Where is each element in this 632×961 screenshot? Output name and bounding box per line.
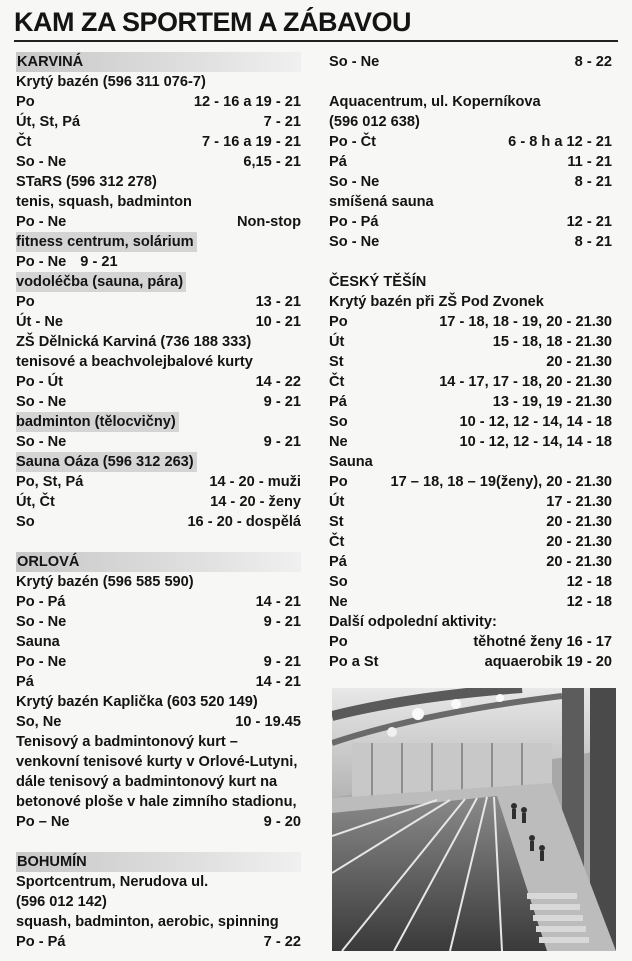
hours-value: 10 - 12, 12 - 14, 14 - 18 xyxy=(459,414,612,430)
hours-value: 6,15 - 21 xyxy=(243,154,301,170)
schedule-row xyxy=(329,392,612,412)
venue-title: vodoléčba (sauna, pára) xyxy=(16,272,186,292)
venue-title: Aquacentrum, ul. Koperníkova xyxy=(329,94,541,110)
schedule-row xyxy=(16,812,301,832)
schedule-row xyxy=(16,212,301,232)
schedule-row xyxy=(16,92,301,112)
indoor-pool-photo xyxy=(332,688,616,951)
venue-title: Sauna Oáza (596 312 263) xyxy=(16,452,197,472)
hours-value: 20 - 21.30 xyxy=(546,554,612,570)
day-label: Po xyxy=(16,94,35,110)
schedule-row xyxy=(329,372,612,392)
day-label: So - Ne xyxy=(16,154,67,170)
schedule-row xyxy=(16,612,301,632)
hours-value: 13 - 21 xyxy=(255,294,301,310)
left-column xyxy=(16,52,301,952)
day-label: Ne xyxy=(329,434,348,450)
schedule-row xyxy=(329,132,612,152)
day-label: Po, St, Pá xyxy=(16,474,84,490)
day-label: So - Ne xyxy=(329,54,380,70)
pool-photo-icon xyxy=(332,688,616,951)
day-label: Po - Ne xyxy=(16,654,67,670)
schedule-row xyxy=(16,132,301,152)
section-heading-bohumin: BOHUMÍN xyxy=(16,852,301,872)
hours-value: Non-stop xyxy=(236,214,301,230)
section-heading-karvina: KARVINÁ xyxy=(16,52,301,72)
venue-title: smíšená sauna xyxy=(329,194,434,210)
right-column xyxy=(329,52,612,672)
hours-value: 12 - 21 xyxy=(566,214,612,230)
hours-value: 9 - 21 xyxy=(263,614,301,630)
hours-value: 9 - 20 xyxy=(263,814,301,830)
venue-title: ZŠ Dělnická Karviná (736 188 333) tenisové a beachvolejbalové kurty xyxy=(16,334,253,370)
schedule-row xyxy=(16,252,301,272)
schedule-row xyxy=(329,512,612,532)
day-label: Čt xyxy=(329,534,345,550)
schedule-row xyxy=(16,712,301,732)
schedule-row xyxy=(329,332,612,352)
day-label: Ne xyxy=(329,594,348,610)
day-label: Po - Pá xyxy=(329,214,379,230)
hours-value: 11 - 21 xyxy=(567,154,612,170)
schedule-row xyxy=(16,372,301,392)
day-label: So - Ne xyxy=(329,234,380,250)
schedule-row xyxy=(329,212,612,232)
venue-title: Sauna xyxy=(16,634,60,650)
day-label: Út, St, Pá xyxy=(16,114,81,130)
hours-value: 14 - 22 xyxy=(255,374,301,390)
day-label: Po - Čt xyxy=(329,134,377,150)
day-label: Po - Út xyxy=(16,374,64,390)
day-label: Pá xyxy=(329,154,347,170)
hours-value: 12 - 18 xyxy=(566,574,612,590)
hours-value: 7 - 22 xyxy=(263,934,301,950)
schedule-row xyxy=(16,472,301,492)
hours-value: 17 – 18, 18 – 19(ženy), 20 - 21.30 xyxy=(390,474,612,490)
day-label: Út xyxy=(329,494,345,510)
hours-value: 14 - 20 - ženy xyxy=(210,494,301,510)
hours-value: 12 - 18 xyxy=(566,594,612,610)
schedule-row xyxy=(329,652,612,672)
hours-value: 20 - 21.30 xyxy=(546,514,612,530)
page-title: KAM ZA SPORTEM A ZÁBAVOU xyxy=(14,7,411,37)
hours-value: 14 - 20 - muži xyxy=(209,474,301,490)
venue-title: Krytý bazén (596 311 076-7) xyxy=(16,74,206,90)
day-label: Po xyxy=(16,294,35,310)
hours-value: 10 - 21 xyxy=(255,314,301,330)
venue-title: fitness centrum, solárium xyxy=(16,232,197,252)
day-label: So xyxy=(329,414,348,430)
day-label: So - Ne xyxy=(16,394,67,410)
hours-value: 9 - 21 xyxy=(80,254,118,270)
day-label: Po xyxy=(329,314,348,330)
schedule-row xyxy=(16,932,301,952)
day-label: Po a St xyxy=(329,654,379,670)
hours-value: 17 - 21.30 xyxy=(546,494,612,510)
schedule-row xyxy=(329,532,612,552)
venue-title: Další odpolední aktivity: xyxy=(329,614,497,630)
day-label: St xyxy=(329,514,344,530)
hours-value: 14 - 17, 17 - 18, 20 - 21.30 xyxy=(439,374,612,390)
schedule-row xyxy=(329,492,612,512)
day-label: Út - Ne xyxy=(16,314,64,330)
venue-phone: (596 012 638) xyxy=(329,114,420,130)
venue-title: Krytý bazén při ZŠ Pod Zvonek xyxy=(329,294,544,310)
hours-value: 8 - 21 xyxy=(574,174,612,190)
schedule-row xyxy=(329,432,612,452)
hours-value: 10 - 19.45 xyxy=(235,714,301,730)
schedule-row xyxy=(329,472,612,492)
schedule-row xyxy=(329,52,612,72)
venue-description: Tenisový a badmintonový kurt – venkovní tenisové kurty v Orlové-Lutyni, dále tenisový a badmintonový kurt na betonové ploše v hale zimního stadionu, xyxy=(16,734,298,810)
day-label: So - Ne xyxy=(16,614,67,630)
masthead xyxy=(14,6,618,42)
hours-value: 6 - 8 h a 12 - 21 xyxy=(508,134,612,150)
schedule-row xyxy=(16,492,301,512)
day-label: Po xyxy=(329,634,348,650)
hours-value: 8 - 21 xyxy=(574,234,612,250)
day-label: St xyxy=(329,354,344,370)
day-label: So - Ne xyxy=(329,174,380,190)
hours-value: aquaerobik 19 - 20 xyxy=(484,654,612,670)
day-label: Čt xyxy=(16,134,32,150)
schedule-row xyxy=(16,512,301,532)
schedule-row xyxy=(329,152,612,172)
venue-title: STaRS (596 312 278) xyxy=(16,174,157,190)
schedule-row xyxy=(16,312,301,332)
hours-value: 10 - 12, 12 - 14, 14 - 18 xyxy=(459,434,612,450)
hours-value: 8 - 22 xyxy=(574,54,612,70)
schedule-row xyxy=(16,392,301,412)
schedule-row xyxy=(16,112,301,132)
hours-value: 12 - 16 a 19 - 21 xyxy=(193,94,301,110)
hours-value: 14 - 21 xyxy=(255,674,301,690)
venue-phone: (596 012 142) xyxy=(16,894,107,910)
schedule-row xyxy=(329,552,612,572)
venue-title: Sauna xyxy=(329,454,373,470)
schedule-row xyxy=(16,152,301,172)
day-label: Po - Pá xyxy=(16,934,66,950)
hours-value: 14 - 21 xyxy=(255,594,301,610)
schedule-row xyxy=(329,412,612,432)
hours-value: 13 - 19, 19 - 21.30 xyxy=(492,394,612,410)
venue-title: Krytý bazén (596 585 590) xyxy=(16,574,194,590)
schedule-row xyxy=(329,172,612,192)
day-label: Po - Pá xyxy=(16,594,66,610)
venue-subtitle: tenis, squash, badminton xyxy=(16,194,192,210)
schedule-row xyxy=(16,652,301,672)
schedule-row xyxy=(329,352,612,372)
hours-value: 16 - 20 - dospělá xyxy=(187,514,301,530)
hours-value: 7 - 16 a 19 - 21 xyxy=(202,134,301,150)
day-label: Po xyxy=(329,474,348,490)
hours-value: 15 - 18, 18 - 21.30 xyxy=(492,334,612,350)
hours-value: 7 - 21 xyxy=(263,114,301,130)
schedule-row xyxy=(16,592,301,612)
day-label: Út xyxy=(329,334,345,350)
schedule-row xyxy=(16,432,301,452)
day-label: Pá xyxy=(329,394,347,410)
hours-value: 20 - 21.30 xyxy=(546,534,612,550)
schedule-row xyxy=(329,632,612,652)
schedule-row xyxy=(16,672,301,692)
schedule-row xyxy=(329,232,612,252)
hours-value: 17 - 18, 18 - 19, 20 - 21.30 xyxy=(439,314,612,330)
section-heading-orlova: ORLOVÁ xyxy=(16,552,301,572)
venue-title: badminton (tělocvičny) xyxy=(16,412,179,432)
day-label: Čt xyxy=(329,374,345,390)
day-label: So xyxy=(329,574,348,590)
day-label: So xyxy=(16,514,35,530)
day-label: Po – Ne xyxy=(16,814,70,830)
schedule-row xyxy=(329,592,612,612)
day-label: Út, Čt xyxy=(16,494,55,510)
section-heading-tesin: ČESKÝ TĚŠÍN xyxy=(329,274,427,290)
hours-value: 9 - 21 xyxy=(263,654,301,670)
hours-value: těhotné ženy 16 - 17 xyxy=(473,634,612,650)
venue-subtitle: squash, badminton, aerobic, spinning xyxy=(16,914,279,930)
schedule-row xyxy=(329,312,612,332)
schedule-row xyxy=(16,292,301,312)
day-label: Po - Ne xyxy=(16,254,67,270)
day-label: Po - Ne xyxy=(16,214,67,230)
hours-value: 9 - 21 xyxy=(263,434,301,450)
hours-value: 9 - 21 xyxy=(263,394,301,410)
hours-value: 20 - 21.30 xyxy=(546,354,612,370)
day-label: So, Ne xyxy=(16,714,62,730)
day-label: Pá xyxy=(16,674,34,690)
day-label: So - Ne xyxy=(16,434,67,450)
day-label: Pá xyxy=(329,554,347,570)
venue-title: Sportcentrum, Nerudova ul. xyxy=(16,874,209,890)
venue-title: Krytý bazén Kaplička (603 520 149) xyxy=(16,694,258,710)
schedule-row xyxy=(329,572,612,592)
